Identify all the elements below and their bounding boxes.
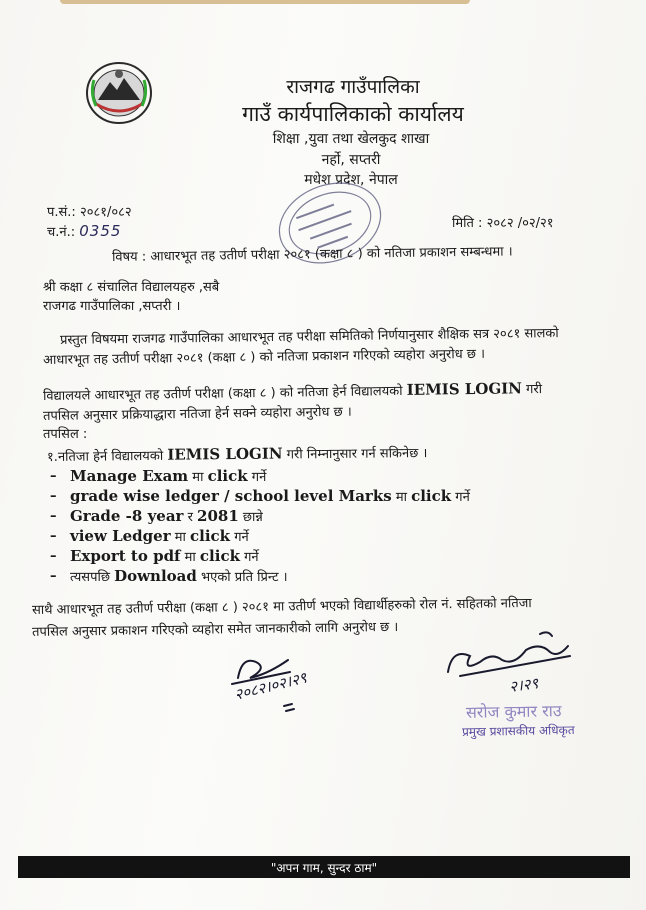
step-dash: – (50, 568, 57, 584)
office-name: गाउँ कार्यपालिकाको कार्यालय (242, 102, 464, 126)
right-signature-date: २।२९ (508, 674, 540, 696)
list-item (50, 566, 470, 586)
tapsil-label: तपसिल : (43, 427, 88, 442)
step-english: grade wise ledger / school level Marks (70, 487, 392, 505)
footer-slogan: "अपन गाम, सुन्दर ठाम" (270, 861, 378, 875)
step-dash: – (50, 488, 57, 504)
list-item (50, 486, 470, 506)
letter-date: मिति : २०८२ /०२/२१ (452, 216, 554, 231)
step-end: गर्ने (451, 490, 470, 505)
step-end: गर्ने (239, 550, 259, 565)
municipality-name: राजगढ गाउँपालिका (286, 76, 420, 98)
left-signature-date: २०८२।०२।२९ (232, 668, 309, 704)
step-dash: – (50, 508, 57, 524)
paragraph3-line2: तपसिल अनुसार प्रकाशन गरिएको व्यहोरा समेत जानकारीको लागि अनुरोध छ । (31, 619, 399, 640)
step-action: Download (114, 567, 197, 585)
step-english: Manage Exam (70, 467, 189, 485)
paragraph2-line2: तपसिल अनुसार प्रक्रियाद्धारा नतिजा हेर्न सक्ने व्यहोरा अनुरोध छ । (42, 404, 352, 424)
patra-label: प.सं.: (47, 205, 76, 220)
step-connector: मा (180, 550, 200, 565)
list-item (50, 506, 470, 526)
step-connector: मा (391, 490, 412, 505)
torn-edge (60, 0, 470, 4)
letter-subject: विषय : आधारभूत तह उतीर्ण परीक्षा २०८१ (कक्षा ८ ) को नतिजा प्रकाशन सम्बन्धमा । (111, 244, 513, 265)
paragraph1-line1: प्रस्तुत विषयमा राजगढ गाउँपालिका आधारभूत तह परीक्षा समितिको निर्णयानुसार शैक्षिक सत्र २०८१ सालको (59, 326, 559, 348)
chalani-number (47, 222, 121, 240)
step-connector: त्यसपछि (70, 570, 115, 585)
patra-value: २०८१/०८२ (79, 205, 132, 220)
step-connector: र (183, 510, 198, 525)
paragraph3-line1: साथै आधारभूत तह उतीर्ण परीक्षा (कक्षा ८ ) २०८१ मा उतीर्ण भएको विद्यार्थीहरुको रोल नं. सहितको नतिजा (31, 596, 532, 618)
province-name: मधेश प्रदेश, नेपाल (304, 172, 398, 188)
step-action: click (190, 527, 231, 545)
step-dash: – (50, 548, 57, 564)
step-action: click (207, 467, 248, 485)
department-name: शिक्षा ,युवा तथा खेलकुद शाखा (272, 131, 430, 147)
step-action: 2081 (197, 507, 239, 525)
step1-heading (47, 443, 428, 465)
paragraph2-text-b: गरी (526, 382, 543, 398)
left-signature (228, 648, 348, 718)
step-action: click (199, 547, 240, 565)
officer-name-stamp: सरोज कुमार राउ (465, 701, 562, 722)
step-english: Grade -8 year (70, 507, 184, 525)
step1-prefix: १.नतिजा हेर्न विद्यालयको (46, 448, 164, 465)
iemis-login-text: IEMIS LOGIN (406, 379, 523, 399)
recipient-line-1: श्री कक्षा ८ संचालित विद्यालयहरु ,सबै (43, 280, 220, 295)
chalani-label: च.नं.: (47, 225, 76, 240)
step-connector: मा (170, 530, 191, 545)
step-end: छान्ने (238, 510, 263, 525)
chalani-value: 0355 (79, 222, 122, 240)
step-connector: मा (188, 470, 208, 485)
step-end: गर्ने (230, 530, 249, 545)
step-english: view Ledger (70, 527, 171, 545)
list-item (50, 546, 470, 566)
patra-sankhya (47, 202, 132, 220)
step-action: click (411, 487, 452, 505)
office-location: नर्हो, सप्तरी (321, 152, 381, 168)
list-item (50, 526, 470, 546)
right-signature (440, 628, 580, 698)
step-english: Export to pdf (70, 547, 181, 565)
paragraph1-line2: आधारभूत तह उतीर्ण परीक्षा २०८१ (कक्षा ८ ) को नतिजा प्रकाशन गरिएको व्यहोरा अनुरोध छ । (42, 346, 486, 368)
paragraph2-text-a: विद्यालयले आधारभूत तह उतीर्ण परीक्षा (कक्षा ८ ) को नतिजा हेर्न विद्यालयको (42, 383, 403, 404)
paragraph2-line1 (43, 379, 542, 404)
step1-suffix: गरी निम्नानुसार गर्न सकिनेछ । (286, 446, 428, 463)
footer-bar (18, 856, 630, 878)
recipient-line-2: राजगढ गाउँपालिका ,सप्तरी । (43, 299, 181, 314)
instruction-steps (50, 466, 470, 586)
list-item (50, 466, 470, 486)
step-dash: – (50, 528, 57, 544)
step-end: गर्ने (247, 470, 267, 485)
step1-iemis: IEMIS LOGIN (167, 444, 283, 464)
step-end: भएको प्रति प्रिन्ट । (196, 570, 288, 585)
officer-title-stamp: प्रमुख प्रशासकीय अधिकृत (461, 723, 575, 739)
step-dash: – (50, 468, 57, 484)
